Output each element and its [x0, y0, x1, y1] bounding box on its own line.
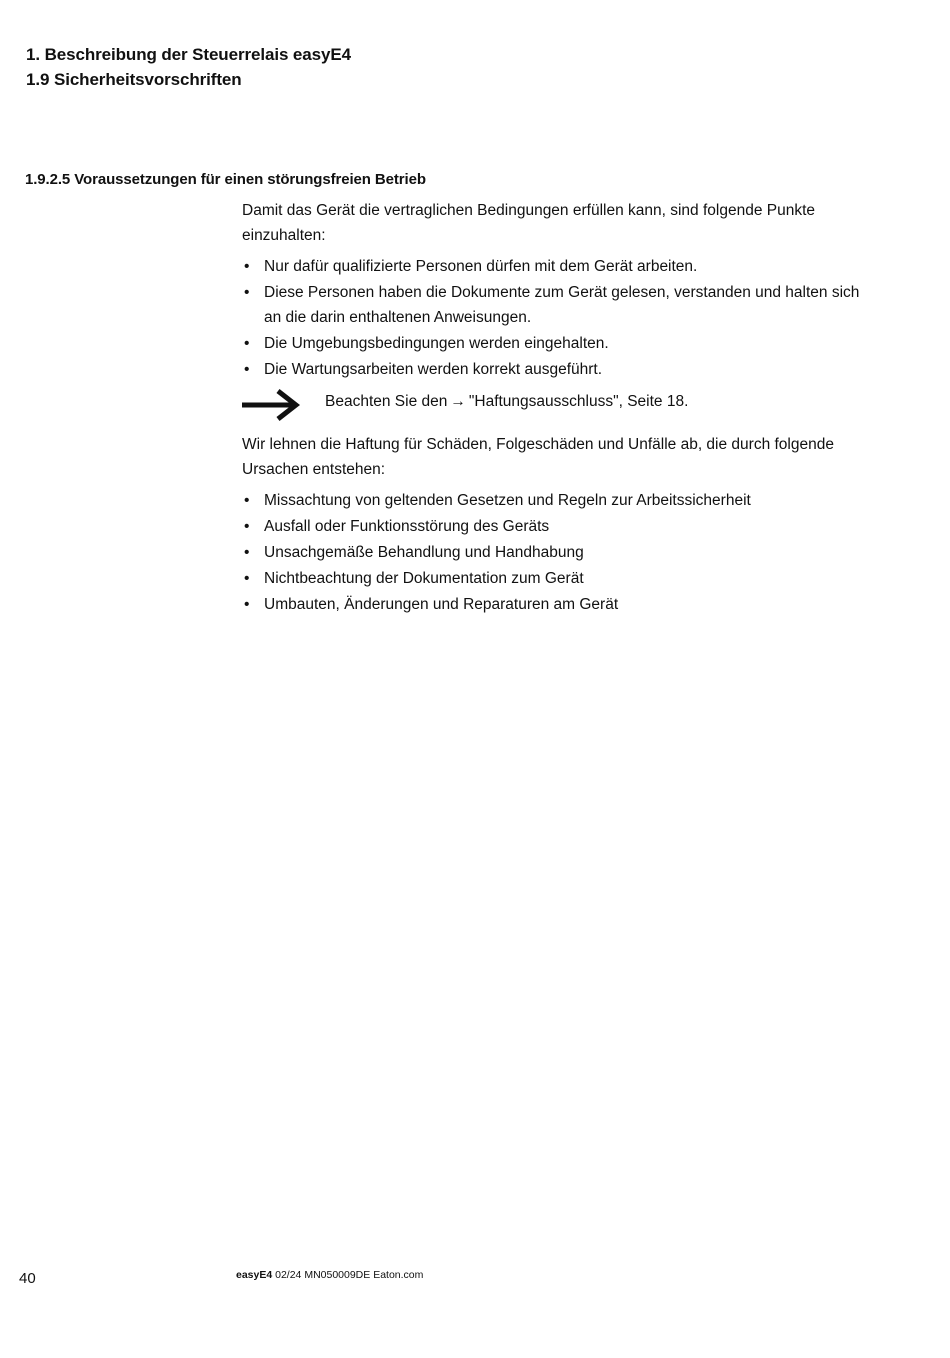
- list-item: [242, 592, 867, 617]
- bullet-icon: •: [244, 518, 250, 535]
- liability-paragraph: Wir lehnen die Haftung für Schäden, Folgeschäden und Unfälle ab, die durch folgende Ursachen entstehen:: [242, 436, 834, 478]
- bullet-icon: •: [244, 361, 250, 378]
- list-item-text: Die Umgebungsbedingungen werden eingehalten.: [264, 335, 609, 352]
- note-prefix: Beachten Sie den: [325, 393, 448, 410]
- bullet-icon: •: [244, 284, 250, 301]
- list-item: [242, 514, 867, 539]
- list-item-text: Unsachgemäße Behandlung und Handhabung: [264, 544, 584, 561]
- list-item: [242, 357, 867, 382]
- page-header: [26, 42, 351, 92]
- note-text: [325, 389, 688, 414]
- subsection-title: 1.9.2.5 Voraussetzungen für einen störungsfreien Betrieb: [25, 171, 426, 188]
- body-content: [242, 198, 867, 623]
- bullet-icon: •: [244, 335, 250, 352]
- intro-paragraph: Damit das Gerät die vertraglichen Bedingungen erfüllen kann, sind folgende Punkte einzuhalten:: [242, 202, 816, 244]
- list-item-text: Nur dafür qualifizierte Personen dürfen mit dem Gerät arbeiten.: [264, 258, 698, 275]
- list-item: [242, 566, 867, 591]
- list-item: [242, 488, 867, 513]
- section-title: 1.9 Sicherheitsvorschriften: [26, 70, 242, 89]
- list-item-text: Ausfall oder Funktionsstörung des Geräts: [264, 518, 550, 535]
- bullet-icon: •: [244, 544, 250, 561]
- note-reference: [242, 388, 867, 422]
- list-item-text: Missachtung von geltenden Gesetzen und Regeln zur Arbeitssicherheit: [264, 492, 751, 509]
- right-arrow-icon: [242, 388, 300, 422]
- list-item-text: Nichtbeachtung der Dokumentation zum Gerät: [264, 570, 584, 587]
- footer-info: [236, 1268, 423, 1282]
- requirements-list: [242, 254, 867, 382]
- footer-doc-info: 02/24 MN050009DE: [275, 1269, 371, 1281]
- haftungsausschluss-link[interactable]: "Haftungsausschluss": [468, 393, 619, 410]
- bullet-icon: •: [244, 596, 250, 613]
- bullet-icon: •: [244, 570, 250, 587]
- list-item: [242, 254, 867, 279]
- causes-list: [242, 488, 867, 617]
- bullet-icon: •: [244, 492, 250, 509]
- list-item: [242, 331, 867, 356]
- footer-website: Eaton.com: [373, 1269, 424, 1281]
- bullet-icon: •: [244, 258, 250, 275]
- chapter-title: 1. Beschreibung der Steuerrelais easyE4: [26, 45, 351, 64]
- reference-arrow-icon: →: [450, 393, 466, 410]
- page-number: 40: [19, 1270, 36, 1287]
- list-item-text: Diese Personen haben die Dokumente zum Gerät gelesen, verstanden und halten sich an die darin enthaltenen Anweisungen.: [264, 284, 860, 326]
- footer-product: easyE4: [236, 1269, 273, 1281]
- list-item-text: Umbauten, Änderungen und Reparaturen am Gerät: [264, 596, 619, 613]
- list-item: [242, 280, 867, 330]
- list-item-text: Die Wartungsarbeiten werden korrekt ausgeführt.: [264, 361, 603, 378]
- list-item: [242, 540, 867, 565]
- note-suffix: , Seite 18.: [618, 393, 689, 410]
